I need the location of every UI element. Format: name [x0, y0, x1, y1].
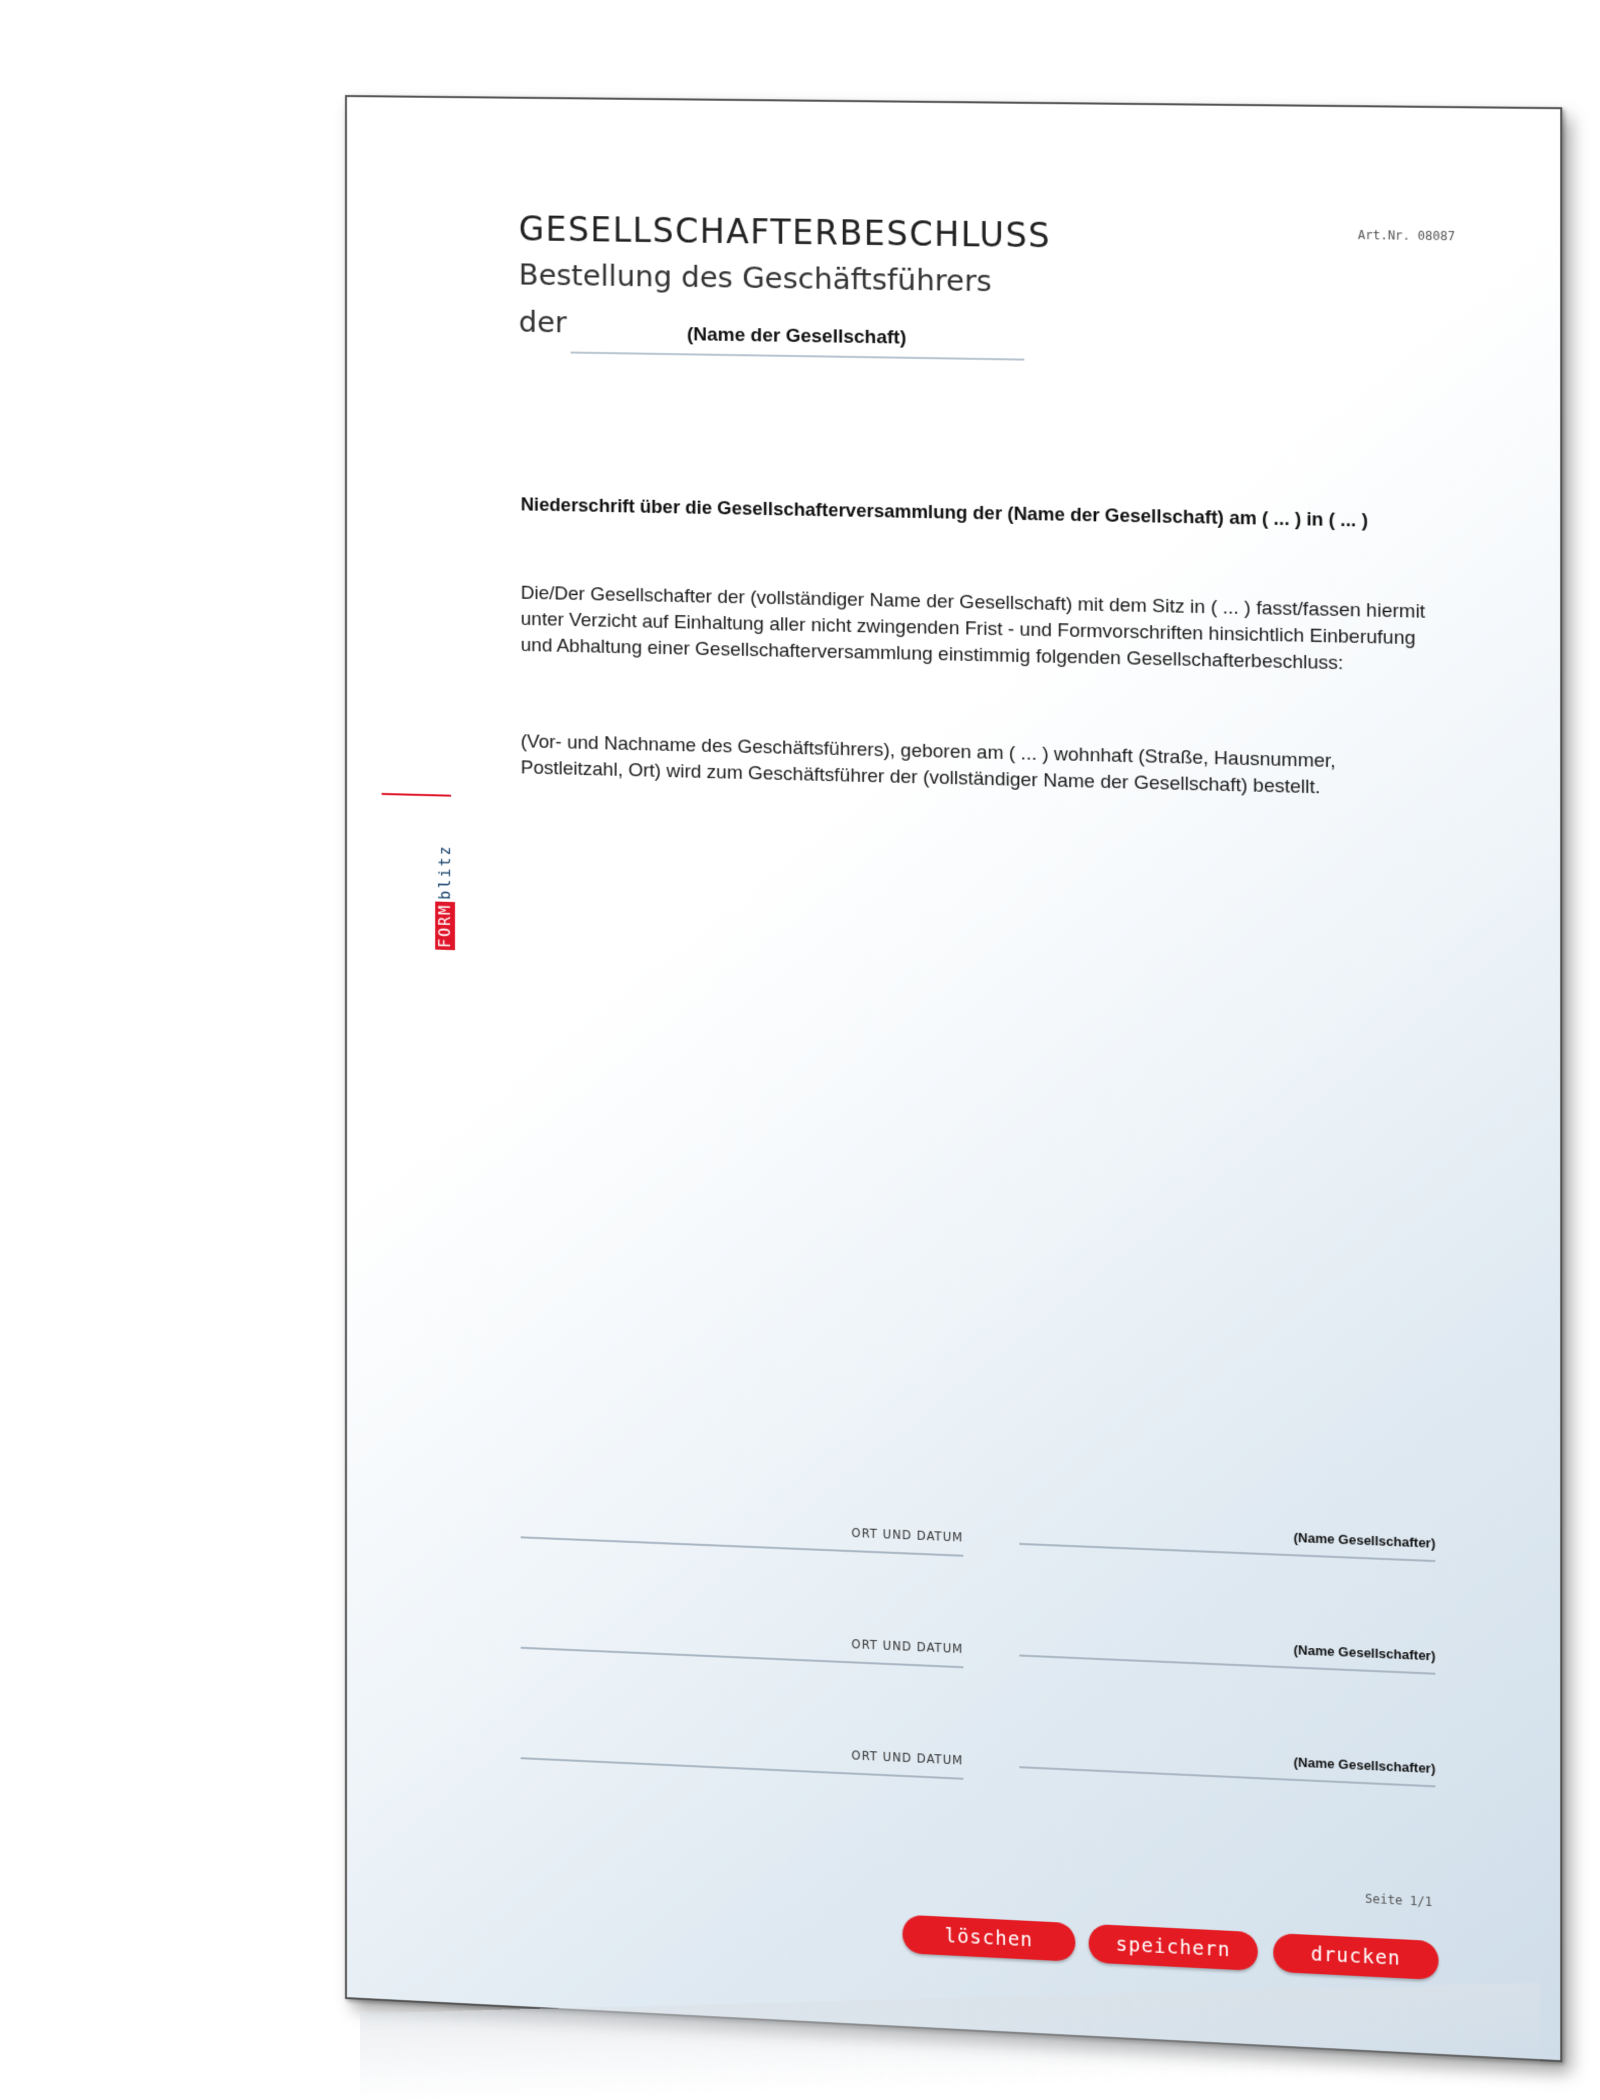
company-name-field[interactable]: (Name der Gesellschaft) — [571, 315, 1025, 360]
logo-form-text: FORM — [435, 901, 455, 950]
place-date-field[interactable] — [521, 1625, 964, 1669]
document-subtitle: Bestellung des Geschäftsführers — [518, 257, 992, 299]
shareholder-name-label: (Name Gesellschafter) — [1293, 1529, 1436, 1551]
shareholder-name-field[interactable] — [1019, 1744, 1435, 1788]
shareholder-name-label: (Name Gesellschafter) — [1293, 1754, 1436, 1777]
place-date-label: ORT UND DATUM — [851, 1525, 964, 1545]
formblitz-logo — [382, 793, 531, 957]
document-page — [345, 95, 1562, 2062]
logo-accent-line — [382, 793, 451, 797]
place-date-label: ORT UND DATUM — [851, 1748, 964, 1768]
save-button[interactable]: speichern — [1089, 1924, 1258, 1971]
minutes-heading: Niederschrift über die Gesellschafterversammlung der (Name der Gesellschaft) am ( ... ) in ( ... ) — [520, 493, 1368, 531]
print-button[interactable]: drucken — [1273, 1933, 1438, 1980]
shareholder-name-label: (Name Gesellschafter) — [1293, 1642, 1436, 1664]
logo-blitz-text: blitz — [436, 844, 455, 900]
page-number: Seite 1/1 — [1365, 1891, 1433, 1910]
logo-wordmark — [436, 842, 454, 950]
shareholder-name-field[interactable] — [1019, 1632, 1435, 1675]
place-date-field[interactable] — [521, 1735, 964, 1780]
appointment-paragraph[interactable]: (Vor- und Nachname des Geschäftsführers), geboren am ( ... ) wohnhaft (Straße, Hausnummer, Postleitzahl, Ort) wird zum Geschäftsführer der (vollständiger Name der Gesellschaft) bestellt. — [520, 731, 1336, 799]
shareholder-name-field[interactable] — [1019, 1521, 1435, 1563]
place-date-label: ORT UND DATUM — [851, 1637, 964, 1657]
place-date-field[interactable] — [521, 1514, 964, 1557]
signature-row — [521, 1715, 1436, 1828]
article-number: Art.Nr. 08087 — [1357, 227, 1456, 244]
delete-button[interactable]: löschen — [902, 1915, 1075, 1962]
document-title: GESELLSCHAFTERBESCHLUSS — [518, 209, 1052, 256]
signature-row — [521, 1494, 1436, 1603]
der-label: der — [518, 304, 567, 340]
resolution-paragraph[interactable]: Die/Der Gesellschafter der (vollständiger Name der Gesellschaft) mit dem Sitz in ( ... ) fasst/fassen hiermit unter Verzicht auf Einhaltung aller nicht zwingenden Frist - und Formvorschriften hinsichtlich Einberufung und Abhaltung einer Gesellschafterversammlung einstimmig folgenden Gesellschafterbeschluss: — [520, 582, 1426, 675]
signature-row — [521, 1605, 1436, 1716]
